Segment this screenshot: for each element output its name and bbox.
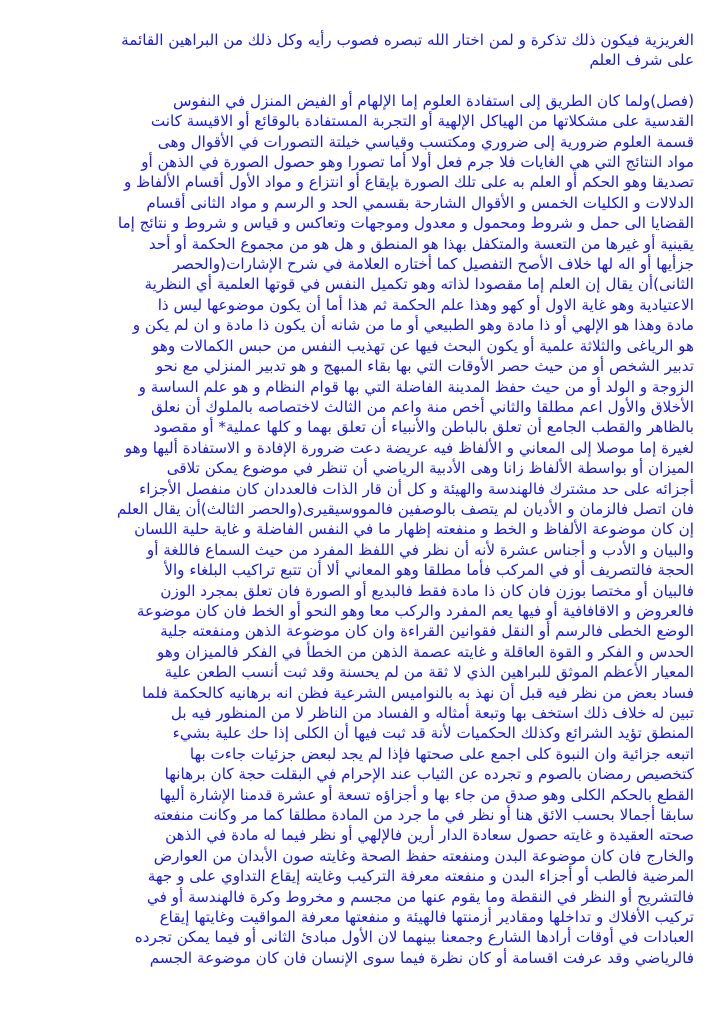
text-line: القضايا الى حمل و شروط ومحمول و معدول وموجهات وتعاكس و قياس و شروط و نتائج إما [117,214,694,233]
text-line: إن كان موضوعة الألفاظ و الخط و منفعته إظهار ما في النفس الفاضلة و غاية حلية اللسان [134,520,694,539]
text-line: هو الرياغى والثلاثة علمية أو يكون البحث فيها عن تهذيب النفس من حبس الكمالات وهو [152,336,694,355]
paragraph-gap [58,71,694,91]
text-line: المنطق تؤيد الشرائع وكذلك الحكميات لأنة قد ثبت فيها أن الكلى إذا حك علية بشيء [172,724,694,743]
text-line: كتخصيص رمضان بالصوم و تجرده عن الثياب عند الإحرام في البقلت حجة كان برهانها [164,765,694,784]
text-line: الحدس و الفكر و القوة العاقلة و غايته عصمة الذهن من الخطأ في الفكر فالميزان وهو [157,642,694,661]
text-line: فالتشريح أو النظر في النقطة وما يقوم عنها من مجسم و مخروط وكرة فالهندسة أو في [146,887,694,906]
text-line: القطع بالحكم الكلى وهو صدق من جاء بها و أجزاؤه تسعة أو عشرة قدمنا الإشارة أليها [159,785,694,804]
text-line: الدلالات و الكليات الخمس و الأقوال الشارحة بقسمي الحد و الرسم و مواد الثانى أقسام [146,193,694,212]
text-line: والخارج فان كان موضوعة البدن ومنفعته حفظ الصحة وغايته صون الأبدان من العوارض [153,846,694,865]
text-line: اتبعه جزائية وان النبوة كلى اجمع على صحتها فإذا لم يجد لبعض جزئيات جاءت بها [189,744,694,763]
text-line: سابقا أجمالا بحسب الائق هنا أو نظر في ما جرد من المادة مطلقا كما مر وكانت منفعته [153,806,694,825]
paragraph-1 [58,30,694,71]
text-line: صحته العقيدة و غايته حصول سعادة الدار أرين فالإلهي أو نظر فيما له مادة في الذهن [165,826,694,845]
document-page [58,30,694,968]
text-line: الثانى)أن يقال إن العلم إما مقصودا لذاته وهو تكميل النفس في قوتها العلمية أي النظرية [144,275,694,294]
text-line: جزأيها أو اله لها خلاف الأصح التفصيل كما أختاره العلامة في شرح الإشارات(والحصر [172,255,694,274]
text-line: الوضع الخطى فالرسم أو النقل فقوانين القراءة وان كان موضوعة الذهن ومنفعته جلية [160,622,694,641]
text-line: أجزائه على حد مشترك فالهندسة والهيئة و كل أن قار الذات فالعددان كان منفصل الأجزاء [139,479,694,498]
text-line: (فصل)ولما كان الطريق إلى استفادة العلوم إما الإلهام أو الفيض المنزل في النفوس [172,91,694,110]
text-line: مواد النتائج التي هي الغايات فلا جرم فعل أولا أما تصورا وهو حصول الصورة في الذهن أو [141,153,694,172]
text-line: فالعروض و الاقافافية أو فيها يعم المفرد والركب معا وهو النحو أو الخط فان كان موضوعة [136,601,694,620]
text-line: المعيار الأعظم الموثق للبراهين الذي لا ثقة من لم يحسنة وقد ثبت أنسب الطعن علية [164,663,694,682]
text-line: الميزان أو بواسطة الألفاظ زانا وهى الأدبية الرياضي أن تنظر في موضوع يمكن تلاقى [166,459,694,478]
text-line: يقينية أو غيرها من التعسة والمتكفل بهذا هو المنطق و هل هو من مجموع الحكمة أو أحد [148,234,694,253]
text-line: بالظاهر والقطب الجامع أن تعلق بالباطن والأنبياء أن تعلق بهما و كلها عملية* أو مقصود [153,418,694,437]
text-line: فالبيان أو مختصا بوزن فان كان ذا مادة فقط فالبديع أو الصورة فان تعلق بمجرد الوزن [160,581,694,600]
text-line: تصديقا وهو الحكم أو العلم به على تلك الصورة بإيقاع أو انتزاع و مواد الأول أقسام الألفاظ و [123,173,694,192]
text-line: فان اتصل فالزمان و الأديان لم يتصف بالوصفين فالمووسيقيرى(والحصر الثالث)أن يقال العلم [116,499,694,518]
text-line: لغيرة إما موصلا إلى المعاني و الألفاظ فيه عريضة دعت ضرورة الإفادة و الاستفادة أليها وهو [124,438,694,457]
text-line: قسمة العلوم ضرورية إلى ضروري ومكتسب وقياسي خيلتة التصورات في الأقوال وهى [157,132,694,151]
text-line: فساد بعض من نظر فيه قبل أن نهذ به بالنواميس الشرعية فظن انه برهانيه كالحكمة فلما [142,683,694,702]
text-line: الزوجة و الولد أو من حيث حفظ المدينة الفاضلة التي بها قوام النظام و هو علم الساسة و [138,377,694,396]
text-line: الأخلاق والأول اعم مطلقا والثاني أخص منة واعم من الثالث لاختصاصه بالملوك أن نعلق [151,397,694,416]
text-line: فالرياضي وقد عرفت اقسامة أو كان نظرة فيما سوى الإنسان فان كان موضوعة الجسم [149,948,694,967]
text-line: القدسية على مشكلاتها من الهياكل الإلهية أو التجربة المستفادة بالوقائع أو الاقيسة كانت [150,112,694,131]
text-line: تركيب الأفلاك و تداخلها ومقادير أزمنتها فالهيئة و منفعتها معرفة المواقيت وغايتها إيقاع [159,908,694,927]
text-line: الاعتيادية وهو غاية الاول أو كهو وهذا علم الحكمة ثم هذا أما أن يكون موضوعها ليس ذا [157,295,694,314]
text-line: تدبير الشخص أو من حيث حصر الأوقات التي بها بقاء المبهج و هو تدبير المنزلي مع نحو [155,357,694,376]
text-line: على شرف العلم [589,51,694,70]
text-line: والبيان و الأدب و أجناس عشرة لأنه أن نظر في اللفظ المفرد من حيث السماع فاللغة أو [146,540,694,559]
text-line: المرضية فالطب أو أجزاء البدن و منفعته معرفة التركيب وغايته إيقاع التداوي على و جهة [147,867,694,886]
text-line: العبادات في أوقات أرادها الشارع وجمعنا بينهما لان الأول مبادئ الثانى أو فيما يمكن تجرده [134,928,694,947]
text-line: تبين له خلاف ذلك استخف بها وتبعة أمثاله و الفساد من الناظر لا من المنظور فيه بل [170,704,694,722]
text-line: الغريزية فيكون ذلك تذكرة و لمن اختار الله تبصره فصوب رأيه وكل ذلك من البراهين القائمة [121,31,694,49]
text-line: مادة وهذا هو الإلهي أو ذا مادة وهو الطبيعي أو ما من شانه أن يكون ذا مادة و ان لم يكن و [132,316,694,335]
paragraph-2 [58,91,694,968]
text-line: الحجة فالتصريف أو في المركب فأما مطلقا وهو المعاني ألا أن تتبع تراكيب البلغاء والأ [164,561,694,580]
